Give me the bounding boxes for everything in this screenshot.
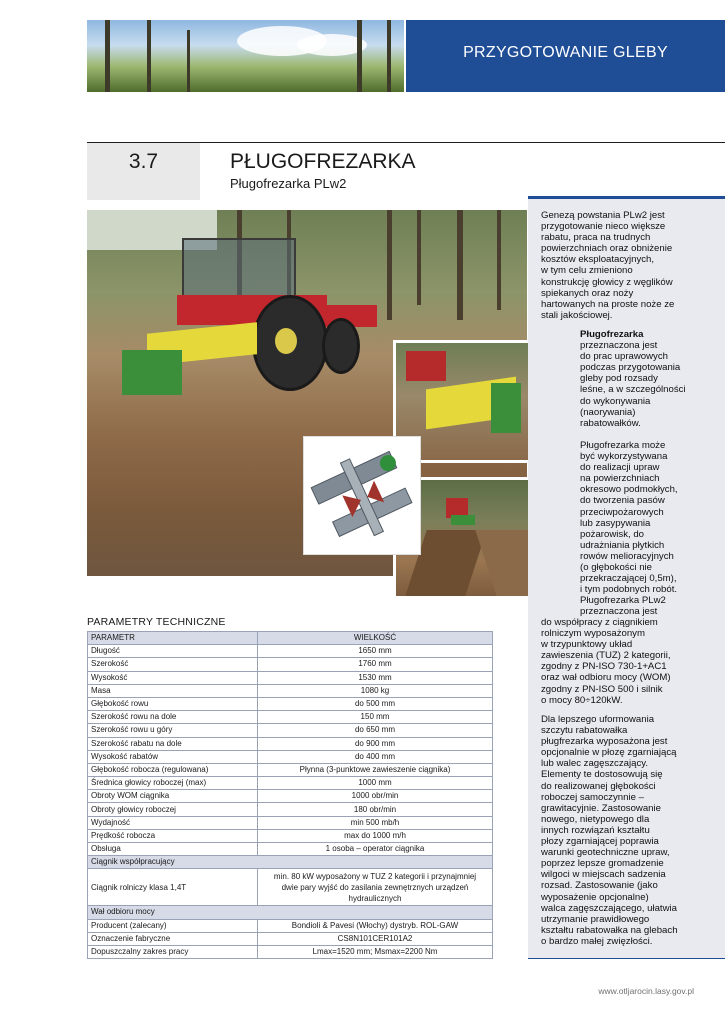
table-row: Masa 1080 kg — [88, 684, 493, 697]
parameters-table — [87, 631, 493, 959]
table-row: Wydajność min 500 mb/h — [88, 816, 493, 829]
footer-website-link[interactable]: www.otljarocin.lasy.gov.pl — [598, 986, 694, 996]
table-row: Szerokość rabatu na dole do 900 mm — [88, 737, 493, 750]
table-row: Producent (zalecany) Bondioli & Pavesi (Włochy) dystryb. ROL-GAW — [88, 919, 493, 932]
column-header-parameter: PARAMETR — [88, 632, 258, 645]
table-row: Prędkość robocza max do 1000 m/h — [88, 829, 493, 842]
table-row: Dopuszczalny zakres pracy Lmax=1520 mm; Msmax=2200 Nm — [88, 945, 493, 958]
purpose-paragraph: Pługofrezarka przeznaczona jest do prac uprawowych podczas przygotowania gleby pod rozsady leśne, a w szczególności do wykonywania (naorywania) rabatowałków. — [580, 329, 686, 429]
table-row: Obroty głowicy roboczej 180 obr/min — [88, 803, 493, 816]
table-row: Wysokość rabatów do 400 mm — [88, 750, 493, 763]
cutter-head-diagram — [303, 436, 421, 555]
column-header-value: WIELKOŚĆ — [258, 632, 493, 645]
table-row: Oznaczenie fabryczne CS8N101CER101A2 — [88, 932, 493, 945]
header-forest-photo — [87, 20, 404, 92]
sidebar-top-rule — [528, 196, 725, 199]
table-row: Głębokość robocza (regulowana) Płynna (3-punktowe zawieszenie ciągnika) — [88, 763, 493, 776]
options-paragraph: Dla lepszego uformowania szczytu rabatowałka pługfrezarka wyposażona jest opcjonalnie w płozę zgarniającą lub walec zagęszczający. Elementy te dostosowują się do realizowanej głębokości roboczej samoczynnie – grawitacyjnie. Zastosowanie nowego, nietypowego dla innych rozwiązań kształtu płozy zgarniającej poprawia warunki geotechniczne upraw, poprzez lepsze gromadzenie wilgoci w miejscach sadzenia rozsad. Zastosowanie (jako wyposażenie opcjonalne) walca zagęszczającego, ułatwia utrzymanie prawidłowego kształtu rabatowałka na glebach o bardzo małej zwięzłości. — [541, 714, 678, 947]
table-group-row: Ciągnik współpracujący — [88, 856, 493, 869]
section-subtitle: Pługofrezarka PLw2 — [230, 176, 347, 191]
table-row: Ciągnik rolniczy klasa 1,4T min. 80 kW wyposażony w TUZ 2 kategorii i przynajmniej dwie pary wyjść do zasilania zewnętrznych urządzeń hydraulicznych — [88, 869, 493, 906]
table-row: Szerokość 1760 mm — [88, 658, 493, 671]
table-row: Szerokość rowu na dole 150 mm — [88, 711, 493, 724]
table-row: Średnica głowicy roboczej (max) 1000 mm — [88, 777, 493, 790]
sidebar-bottom-rule — [528, 958, 725, 959]
table-header-row — [88, 632, 493, 645]
section-title: PŁUGOFREZARKA — [230, 150, 416, 173]
table-row: Obsługa 1 osoba – operator ciągnika — [88, 843, 493, 856]
table-row: Długość 1650 mm — [88, 645, 493, 658]
table-row: Głębokość rowu do 500 mm — [88, 697, 493, 710]
section-number: 3.7 — [128, 150, 159, 173]
chapter-title: PRZYGOTOWANIE GLEBY — [463, 44, 668, 61]
parameters-heading: PARAMETRY TECHNICZNE — [87, 616, 226, 628]
table-row: Wysokość 1530 mm — [88, 671, 493, 684]
usage-paragraph: Pługofrezarka może być wykorzystywana do realizacji upraw na powierzchniach okresowo podmokłych, do tworzenia pasów przeciwpożarowych lub zasypywania pożarowisk, do udrażniania płytkich rowów melioracyjnych (o głębokości nie przekraczającej 0,5m), i tym podobnych robót. Pługofrezarka PLw2 przeznaczona jest — [580, 440, 678, 618]
table-row: Szerokość rowu u góry do 650 mm — [88, 724, 493, 737]
table-row: Obroty WOM ciągnika 1000 obr/min — [88, 790, 493, 803]
table-group-row: Wał odbioru mocy — [88, 906, 493, 919]
intro-paragraph: Genezą powstania PLw2 jest przygotowanie nieco większe rabatu, praca na trudnych powierzchniach oraz obniżenie kosztów eksploatacyjnych, w tym celu zmieniono konstrukcję głowicy z węglików spiekanych oraz noży hartowanych na proste noże ze stali jakościowej. — [541, 210, 675, 321]
tractor-requirements-paragraph: do współpracy z ciągnikiem rolniczym wyposażonym w trzypunktowy układ zawieszenia (TUZ) 2 kategorii, zgodny z PN-ISO 730-1+AC1 oraz wał odbioru mocy (WOM) zgodny z PN-ISO 500 i silnik o mocy 80÷120kW. — [541, 617, 671, 706]
